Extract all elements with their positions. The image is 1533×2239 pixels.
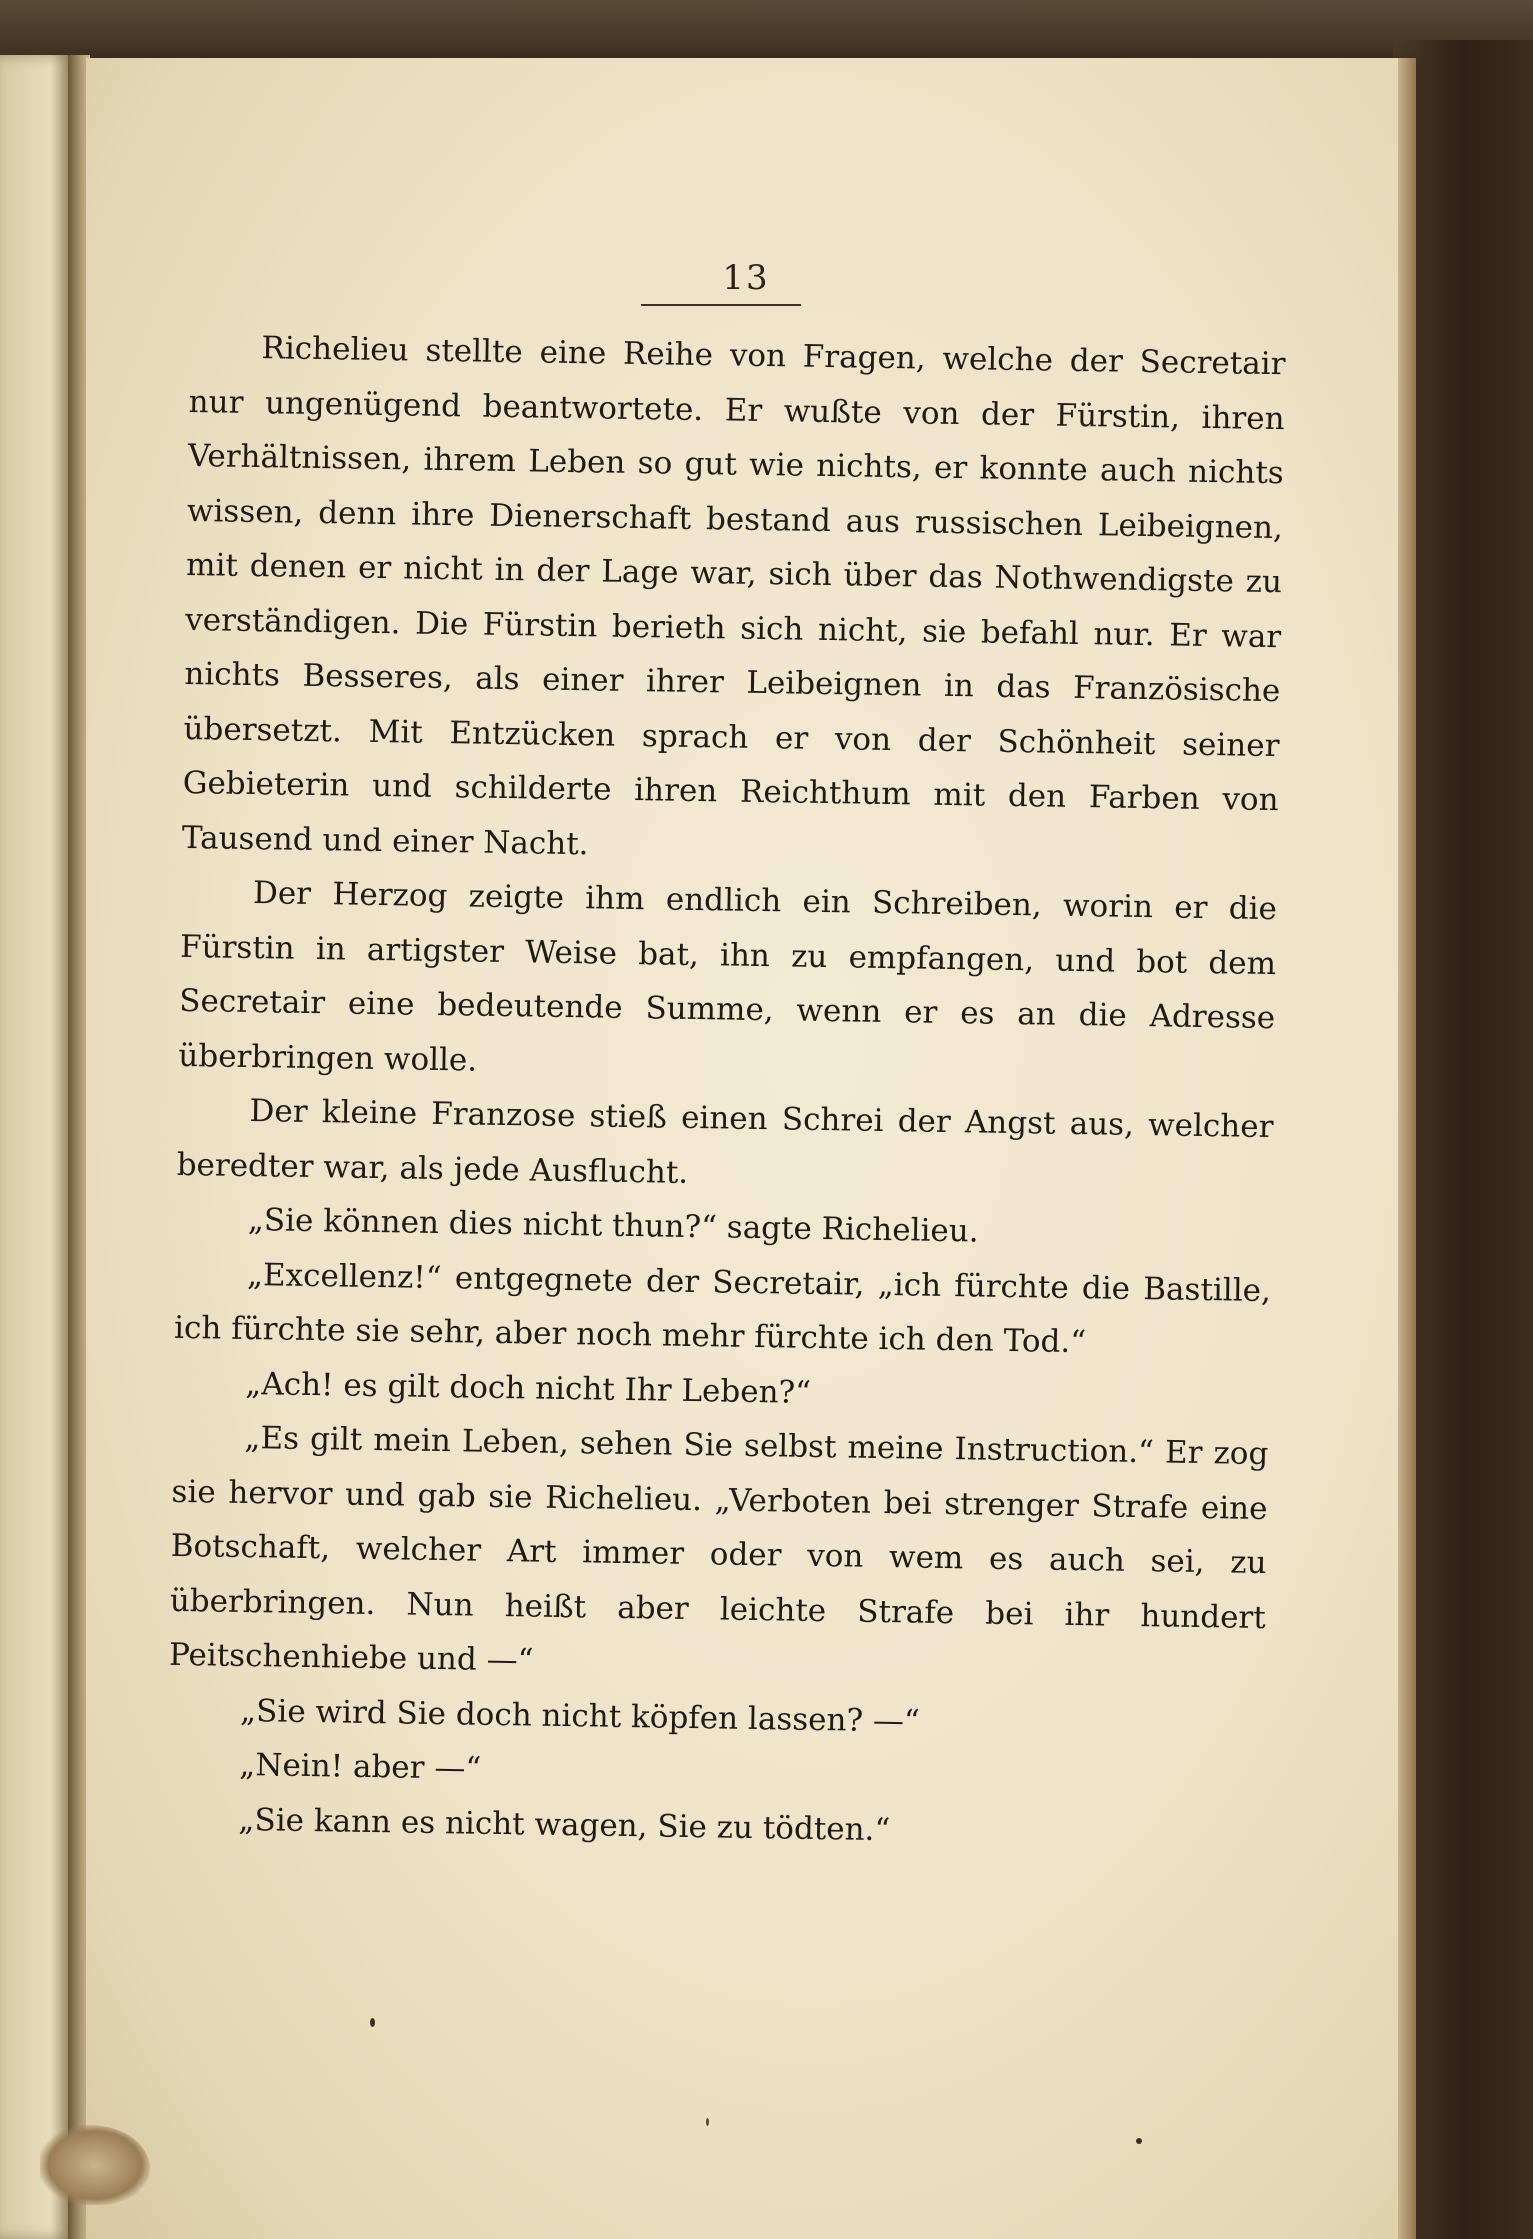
paragraph: „Sie können dies nicht thun?“ sagte Richelieu. [247, 1202, 979, 1250]
paragraph: „Nein! aber —“ [239, 1746, 482, 1787]
paragraph: „Ach! es gilt doch nicht Ihr Leben?“ [245, 1365, 812, 1411]
page-number: 13 [722, 258, 770, 298]
paper-speck [1136, 2138, 1142, 2144]
paper-speck [706, 2118, 709, 2126]
page-number-rule [641, 304, 801, 306]
page-body [166, 320, 1286, 1863]
paper-speck [370, 2018, 375, 2027]
paragraph: Der kleine Franzose stieß einen Schrei der Angst aus, welcher beredter war, als jede Ausflucht. [176, 1093, 1274, 1191]
page-fore-edge [1398, 58, 1416, 2239]
paragraph: „Excellenz!“ entgegnete der Secretair, „ich fürchte die Bastille, ich fürchte sie sehr, aber noch mehr fürchte ich den Tod.“ [173, 1256, 1272, 1361]
paragraph: „Es gilt mein Leben, sehen Sie selbst meine Instruction.“ Er zog sie hervor und gab sie Richelieu. „Verboten bei strenger Strafe eine Botschaft, welcher Art immer oder von wem es auch sei, zu überbringen. Nun heißt aber leichte Strafe bei ihr hundert Peitschenhiebe und —“ [168, 1419, 1269, 1679]
paragraph: Der Herzog zeigte ihm endlich ein Schreiben, worin er die Fürstin in artigster Weise bat, ihn zu empfangen, und bot dem Secretair eine bedeutende Summe, wenn er es an die Adresse überbringen wolle. [178, 875, 1278, 1079]
paragraph: „Sie kann es nicht wagen, Sie zu tödten.“ [238, 1801, 891, 1848]
paragraph: „Sie wird Sie doch nicht köpfen lassen? —“ [239, 1692, 921, 1740]
paragraph: Richelieu stellte eine Reihe von Fragen, welche der Secretair nur ungenügend beantwortete. Er wußte von der Fürstin, ihren Verhältnissen, ihrem Leben so gut wie nichts, er konnte auch nichts wissen, denn ihre Dienerschaft bestand aus russischen Leibeignen, mit denen er nicht in der Lage war, sich über das Nothwendigste zu verständigen. Die Fürstin berieth sich nicht, sie befahl nur. Er war nichts Besseres, als einer ihrer Leibeignen in das Französische übersetzt. Mit Entzücken sprach er von der Schönheit seiner Gebieterin und schilderte ihren Reichthum mit den Farben von Tausend und einer Nacht. [181, 330, 1286, 862]
book-page [86, 58, 1406, 2239]
facing-page-edge [0, 55, 72, 2239]
